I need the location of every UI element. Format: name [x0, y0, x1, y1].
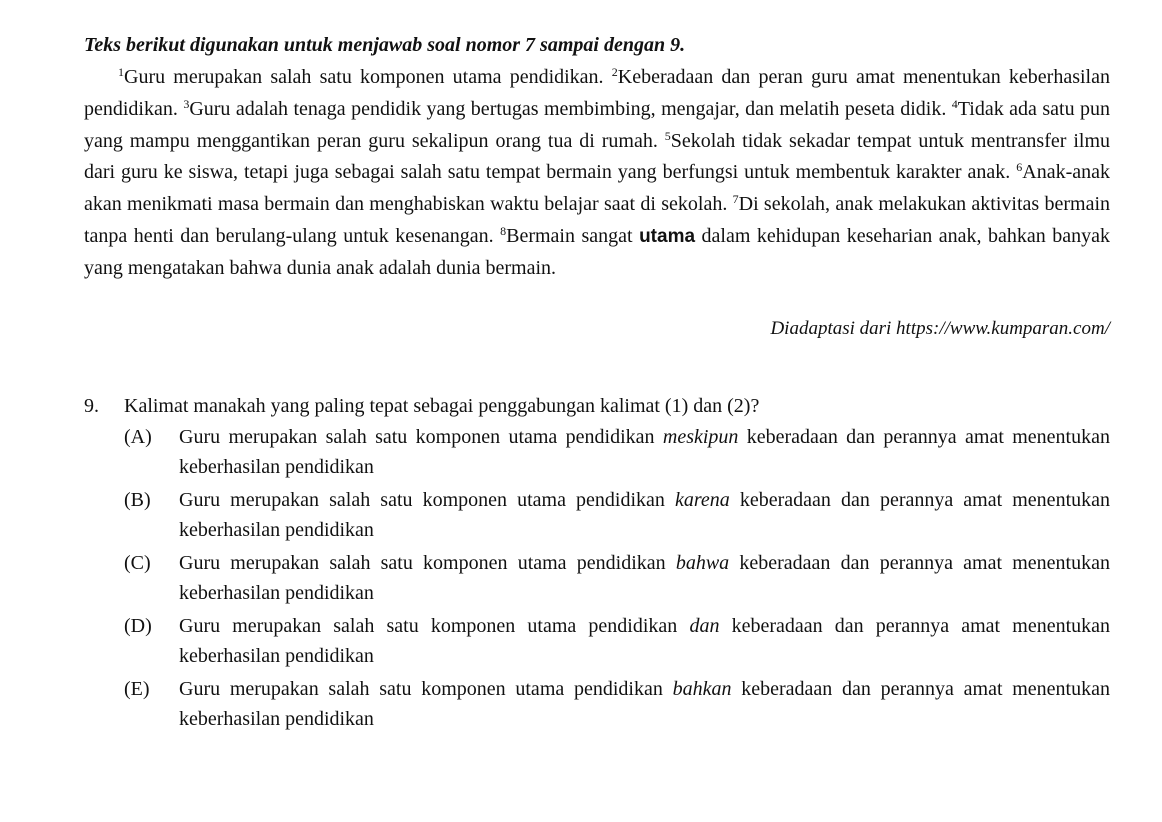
- question-9: [84, 391, 1110, 734]
- option-text-start: Guru merupakan salah satu komponen utama pendidikan: [179, 614, 690, 637]
- option-letter: (C): [124, 551, 151, 574]
- option-conjunction: karena: [674, 488, 730, 511]
- sentence-8-end: dalam kehidupan keseharian anak, bahkan banyak yang mengatakan bahwa dunia anak adalah dunia bermain.: [84, 224, 1111, 279]
- option-d[interactable]: [124, 611, 1110, 671]
- sentence-7: Di sekolah, anak melakukan aktivitas bermain tanpa henti dan berulang-ulang untuk kesenangan.: [84, 193, 1110, 247]
- sentence-4: Tidak ada satu pun yang mampu menggantikan peran guru sekalipun orang tua di rumah.: [84, 97, 1111, 152]
- sentence-number-3: 3: [183, 96, 190, 111]
- option-letter: (B): [124, 488, 151, 511]
- option-letter: (D): [124, 614, 152, 637]
- sentence-number-7: 7: [732, 192, 739, 207]
- option-a[interactable]: [124, 422, 1110, 482]
- option-conjunction: bahwa: [675, 551, 730, 574]
- option-text-start: Guru merupakan salah satu komponen utama pendidikan: [179, 551, 676, 574]
- option-text: [179, 548, 1110, 608]
- sentence-5: Sekolah tidak sekadar tempat untuk mentransfer ilmu dari guru ke siswa, tetapi juga sebagai salah satu tempat bermain yang berfungsi untuk membentuk karakter anak.: [84, 129, 1110, 184]
- option-text: [179, 674, 1110, 734]
- option-text: [179, 485, 1110, 545]
- sentence-number-1: 1: [118, 65, 124, 79]
- option-letter: (E): [124, 677, 150, 700]
- sentence-6: Anak-anak akan menikmati masa bermain dan menghabiskan waktu belajar saat di sekolah.: [84, 161, 1110, 216]
- option-text-end: keberadaan dan perannya amat menentukan keberhasilan pendidikan: [179, 677, 1110, 730]
- option-conjunction: dan: [689, 614, 720, 637]
- question-text: Kalimat manakah yang paling tepat sebagai penggabungan kalimat (1) dan (2)?: [124, 394, 760, 417]
- sentence-8-bold-word: utama: [639, 225, 696, 247]
- sentence-3: Guru adalah tenaga pendidik yang bertugas membimbing, mengajar, dan melatih peseta didik.: [189, 97, 952, 120]
- option-e[interactable]: [124, 674, 1110, 734]
- instruction-heading: Teks berikut digunakan untuk menjawab soal nomor 7 sampai dengan 9.: [84, 34, 686, 56]
- source-citation: Diadaptasi dari https://www.kumparan.com/: [770, 317, 1110, 339]
- option-text-start: Guru merupakan salah satu komponen utama pendidikan: [179, 488, 675, 511]
- option-c[interactable]: [124, 548, 1110, 608]
- sentence-number-5: 5: [664, 128, 671, 143]
- option-conjunction: meskipun: [662, 425, 739, 448]
- sentence-1: Guru merupakan salah satu komponen utama pendidikan.: [124, 66, 612, 88]
- answer-options: [124, 422, 1110, 734]
- option-text: [179, 611, 1110, 671]
- option-b[interactable]: [124, 485, 1110, 545]
- sentence-8-start: Bermain sangat: [506, 224, 640, 247]
- reading-passage: [84, 62, 1110, 285]
- sentence-number-4: 4: [951, 96, 958, 111]
- question-stem: [84, 391, 1110, 421]
- option-text-end: keberadaan dan perannya amat menentukan keberhasilan pendidikan: [179, 488, 1110, 541]
- option-text-start: Guru merupakan salah satu komponen utama pendidikan: [179, 425, 663, 448]
- document-page: [84, 30, 1110, 737]
- sentence-number-6: 6: [1016, 160, 1023, 175]
- option-text-end: keberadaan dan perannya amat menentukan keberhasilan pendidikan: [179, 614, 1110, 667]
- option-text: [179, 422, 1110, 482]
- question-number: 9.: [84, 394, 99, 417]
- sentence-number-8: 8: [500, 223, 507, 238]
- option-text-end: keberadaan dan perannya amat menentukan keberhasilan pendidikan: [179, 425, 1110, 478]
- option-text-end: keberadaan dan perannya amat menentukan keberhasilan pendidikan: [179, 551, 1110, 604]
- sentence-number-2: 2: [611, 65, 618, 79]
- option-conjunction: bahkan: [672, 677, 732, 700]
- option-text-start: Guru merupakan salah satu komponen utama pendidikan: [179, 677, 673, 700]
- sentence-2: Keberadaan dan peran guru amat menentukan keberhasilan pendidikan.: [84, 66, 1110, 120]
- option-letter: (A): [124, 425, 152, 448]
